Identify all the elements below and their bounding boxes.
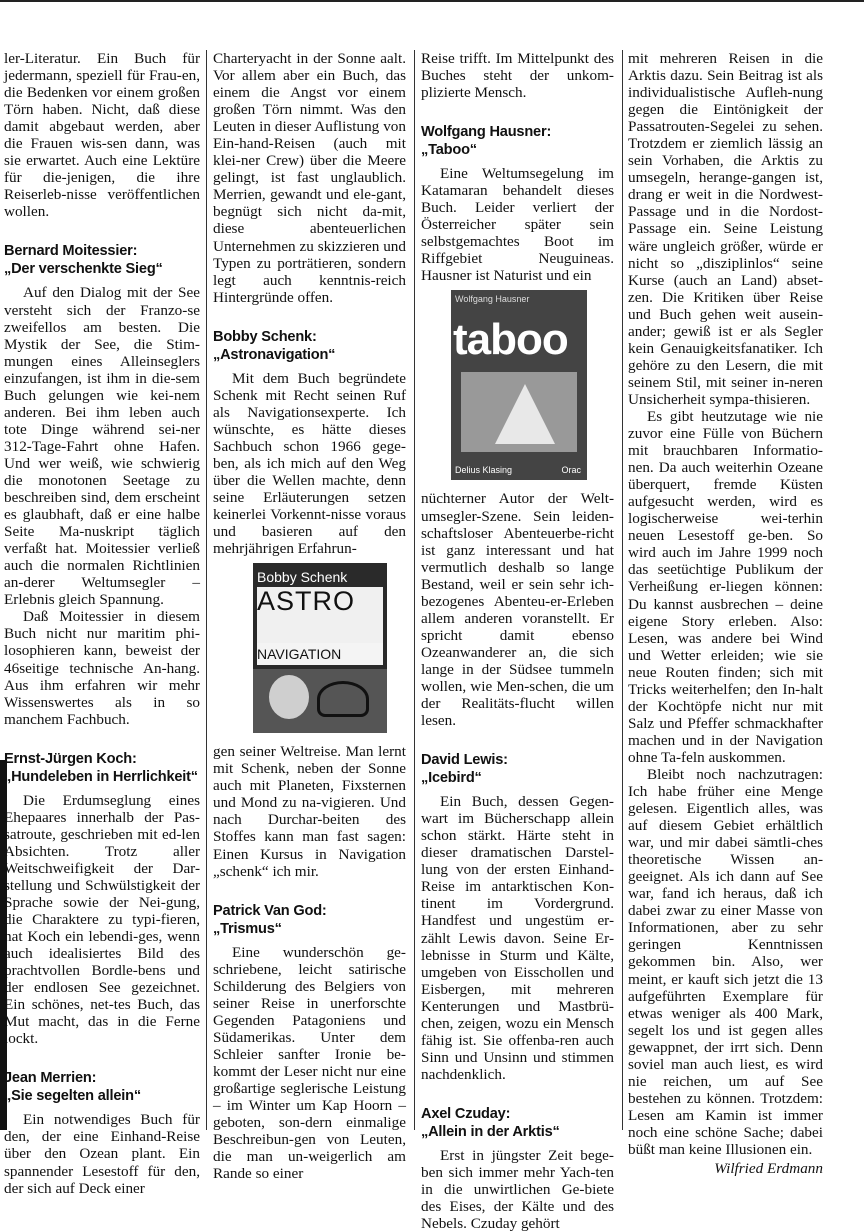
sextant-icon (317, 681, 369, 717)
heading-author: Bernard Moitessier: (4, 243, 138, 260)
review-heading-van-god (213, 902, 406, 938)
book-cover-astronavigation (253, 563, 387, 733)
heading-author: Ernst-Jürgen Koch: (4, 750, 137, 767)
review-heading-schenk (213, 328, 406, 364)
paragraph: ler-Literatur. Ein Buch für jedermann, speziell für Frau-en, die Bedenken vor einem großen Törn haben. Nicht, daß diese damit abgebaut werden, aber die Frauen wis-sen dann, was sie erwartet. Auch eine Lektüre für die-jenigen, die ihre Reiserleb-nisse veröffentlichen wollen. (4, 50, 200, 221)
review-heading-koch (4, 750, 200, 786)
book-cover-taboo (451, 290, 587, 480)
cover-subtitle: NAVIGATION (257, 643, 383, 665)
column-rule (414, 50, 415, 1130)
heading-title: „Der verschenkte Sieg“ (4, 261, 163, 278)
paragraph: Ein notwendiges Buch für den, der eine Einhand-Reise über den Ozean plant. Ein spannender Lesestoff für den, der sich auf Deck einer (4, 1111, 200, 1197)
column-rule (206, 50, 207, 1130)
paragraph: mit mehreren Reisen in die Arktis dazu. Sein Beitrag ist als individualistische Aufleh-nung gegen die Eintönigkeit der Passatrouten-Segelei zu sehen. Trotzdem er ziemlich lässig an sein Vorhaben, die Arktis zu umsegeln, herange-gangen ist, drang er weit in die Nordwest-Passage und in die Nordost-Passage ein. Seine Leistung wäre ungleich größer, würde er nicht so „disziplinlos“ seine Kurse (auch an Land) abset-zen. Die Kritiken über Reise und Buch gehen weit ausein-ander; gewiß ist er als Segler kein Genauigkeitsfanatiker. Ich gehöre zu den Lesern, die mit seinem Stil, mit seiner in-neren Unsicherheit sympa-thisieren. (628, 50, 823, 408)
paragraph: Reise trifft. Im Mittelpunkt des Buches steht der unkom-plizierte Mensch. (421, 50, 614, 102)
paragraph: Die Erdumseglung eines Ehepaares innerhalb der Pas-satroute, geschrieben mit ed-len Absichten. Trotz aller Weitschweifigkeit der Dar-stellung und Schwülstigkeit der Sprache sowie der Nei-gung, die Charaktere zu typi-fieren, hat Koch ein lebendi-ges, wenn auch idealisiertes Bild des prachtvollen Bordle-bens und der endlosen See gezeichnet. Ein schönes, net-tes Buch, das Mut macht, das in die Ferne lockt. (4, 791, 200, 1048)
review-heading-merrien (4, 1069, 200, 1105)
cover-author: Wolfgang Hausner (455, 294, 530, 305)
paragraph: nüchterner Autor der Welt-umsegler-Szene. Sein leiden-schaftsloser Abenteuerbe-richt ist ganz interessant und hat vermutlich deshalb so lange Bestand, weil er sein sehr ich-bezogenes Abenteu-er-Erleben allem anderen voranstellt. Er spricht damit ebenso Ozeanwanderer an, die sich lange in der Südsee tummeln wollen, wie Men-schen, die um der Realitäts-flucht willen lesen. (421, 490, 614, 730)
cover-series: Orac (561, 465, 581, 476)
heading-title: „Hundeleben in Herrlichkeit“ (4, 768, 198, 785)
review-heading-hausner (421, 123, 614, 159)
heading-title: „Sie segelten allein“ (4, 1088, 141, 1105)
heading-title: „Taboo“ (421, 142, 477, 159)
heading-title: „Trismus“ (213, 920, 282, 937)
cover-publisher: Delius Klasing (455, 465, 513, 476)
column-4 (628, 50, 823, 1178)
author-signature: Wilfried Erdmann (714, 1160, 823, 1178)
paragraph: Es gibt heutzutage wie nie zuvor eine Fülle von Büchern mit brauchbaren Informatio-nen. Da auch weiterhin Ozeane überquert, fremde Küsten aufgesucht werden, wird es logischerweise wei-terhin neuen Lesestoff ge-ben. So wird auch im Jahre 1999 noch das seetüchtige Publikum der Verheißung er-liegen können: Du kannst ausbrechen – deine eigene Story erleben. Also: Lesen, was andere bei Wind und Wetter erleiden; wie sie neue Routen finden; sich mit Tricks weiterhelfen; den In-halt der Kochtöpfe nicht nur mit Salz und Pfeffer schmackhafter machen und in der Navigation ohne Ta-feln auskommen. (628, 407, 823, 766)
paragraph: gen seiner Weltreise. Man lernt mit Schenk, neben der Sonne auch mit Planeten, Fixsternen und Mond zu na-vigieren. Und nach Durchar-beiten des Stoffes kann man fast sagen: Einen Kursus in Navigation „schenk“ ich mir. (213, 743, 406, 880)
paragraph: Auf den Dialog mit der See versteht sich der Franzo-se zweifellos am besten. Die Mystik der See, die Stim-mungen eines Alleinseglers einzufangen, ist ihm in die-sem Buch gelungen wie kei-nem anderen. Bei ihm leben auch tote Dinge während sei-ner 312-Tage-Fahrt ohne Hafen. Und wer weiß, wie schwierig die monotonen Seetage zu beschreiben sind, dem erscheint es glaubhaft, daß er eine halbe Seite Ma-nuskript täglich verfaßt hat. Moitessier verließ auch die normalen Richtlinien an-derer Weltumsegler – Erlebnis gleich Spannung. (4, 284, 200, 609)
sail-icon (495, 384, 555, 444)
cover-author: Bobby Schenk (257, 569, 348, 586)
paragraph: Daß Moitessier in diesem Buch nicht nur maritim phi-losophieren kann, beweist der 46seitige technische An-hang. Aus ihm erfahren wir mehr Wissenswertes als in so manchem Fachbuch. (4, 608, 200, 728)
paragraph: Eine wunderschön ge-schriebene, leicht satirische Schilderung des Belgiers von seiner Reise in unerforschte Gegenden Patagoniens und Südamerikas. Unter dem Schleier sanfter Ironie be-kommt der Leser nicht nur eine großartige seglerische Leistung – im Winter um Kap Hoorn – geboten, son-dern einmalige Beschreibun-gen von Leuten, die man un-weigerlich am Rande so einer (213, 943, 406, 1183)
review-heading-lewis (421, 751, 614, 787)
heading-title: „Icebird“ (421, 770, 482, 787)
review-heading-moitessier (4, 242, 200, 278)
heading-author: Bobby Schenk: (213, 328, 317, 345)
heading-author: Axel Czuday: (421, 1105, 511, 1122)
top-border (0, 0, 864, 2)
column-rule (622, 50, 623, 1130)
paragraph: Eine Weltumsegelung im Katamaran behandelt dieses Buch. Leider verliert der Österreicher später sein selbstgemachtes Boot im Riffgebiet Neuguineas. Hausner ist Naturist und ein (421, 165, 614, 285)
heading-author: Jean Merrien: (4, 1070, 97, 1087)
paragraph: Charteryacht in der Sonne aalt. Vor allem aber ein Buch, das einem die Angst vor einem großen Törn nimmt. Was den Leuten in dieser Auflistung von Ein-hand-Reisen (auch mit klei-ner Crew) über die Meere gelingt, ist fast unglaublich. Merrien, gewandt und ele-gant, begnügt sich nicht da-mit, diese abenteuerlichen Unternehmen zu skizzieren und Typen zu porträtieren, sondern legt auch kenntnis-reich Hintergründe offen. (213, 50, 406, 306)
heading-author: David Lewis: (421, 752, 508, 769)
cover-photo-face (269, 675, 309, 719)
heading-author: Wolfgang Hausner: (421, 124, 552, 141)
review-heading-czuday (421, 1105, 614, 1141)
heading-author: Patrick Van God: (213, 902, 327, 919)
paragraph: Ein Buch, dessen Gegen-wart im Bücherschapp allein schon stärkt. Härte steht in dieser dramatischen Darstel-lung von der ersten Einhand-Reise im antarktischen Kon-tinent im Vordergrund. Handfest und ungestüm er-zählt Lewis davon. Seine Er-lebnisse in Sturm und Kälte, umgeben von Eisschollen und Eisbergen, mit mehreren Kenterungen und Mastbrü-chen, zeigen, wozu ein Mensch fähig ist. Sie offenba-ren auch Sinn und Unsinn und stimmen nachdenklich. (421, 793, 614, 1083)
column-1 (4, 50, 200, 1197)
column-3 (421, 50, 614, 1232)
heading-title: „Astronavigation“ (213, 346, 336, 363)
column-2 (213, 50, 406, 1183)
paragraph: Erst in jüngster Zeit bege-ben sich immer mehr Yach-ten in die unwirtlichen Ge-biete des Eises, der Kälte und des Nebels. Czuday gehört (421, 1146, 614, 1232)
heading-title: „Allein in der Arktis“ (421, 1123, 560, 1140)
paragraph: Mit dem Buch begründete Schenk mit Recht seinen Ruf als Navigationsexperte. Ich wünschte, es hätte dieses Sachbuch schon 1966 gege-ben, als ich mich auf den Weg über die Wellen machte, denn seine Erläuterungen setzen keinerlei Vorkennt-nisse voraus und basieren auf den mehrjährigen Erfahrun- (213, 369, 406, 558)
paragraph: Bleibt noch nachzutragen: Ich habe früher eine Menge gelesen. Eigentlich alles, was auf diesem Gebiet erhältlich war, und mir dabei sämtli-ches theoretische Wissen an-geeignet. Als ich dann auf See war, fand ich heraus, daß ich dabei zwar zu einer Masse von Informationen, aber zu sehr geringen Kenntnissen gekommen bin. Also, wer meint, er kauft sich jetzt die 13 aufgeführten Exemplare für etwas weniger als 400 Mark, segelt los und ist gegen alles gewappnet, der irrt sich. Denn soviel man auch liest, es wird nie reichen, um auf See bestehen zu können. Trotzdem: Lesen am Kamin ist immer noch eine schöne Sache; dabei büßt man keine Illusionen ein. (628, 765, 823, 1158)
cover-title: ASTRO (257, 587, 383, 643)
cover-title: taboo (453, 315, 568, 365)
